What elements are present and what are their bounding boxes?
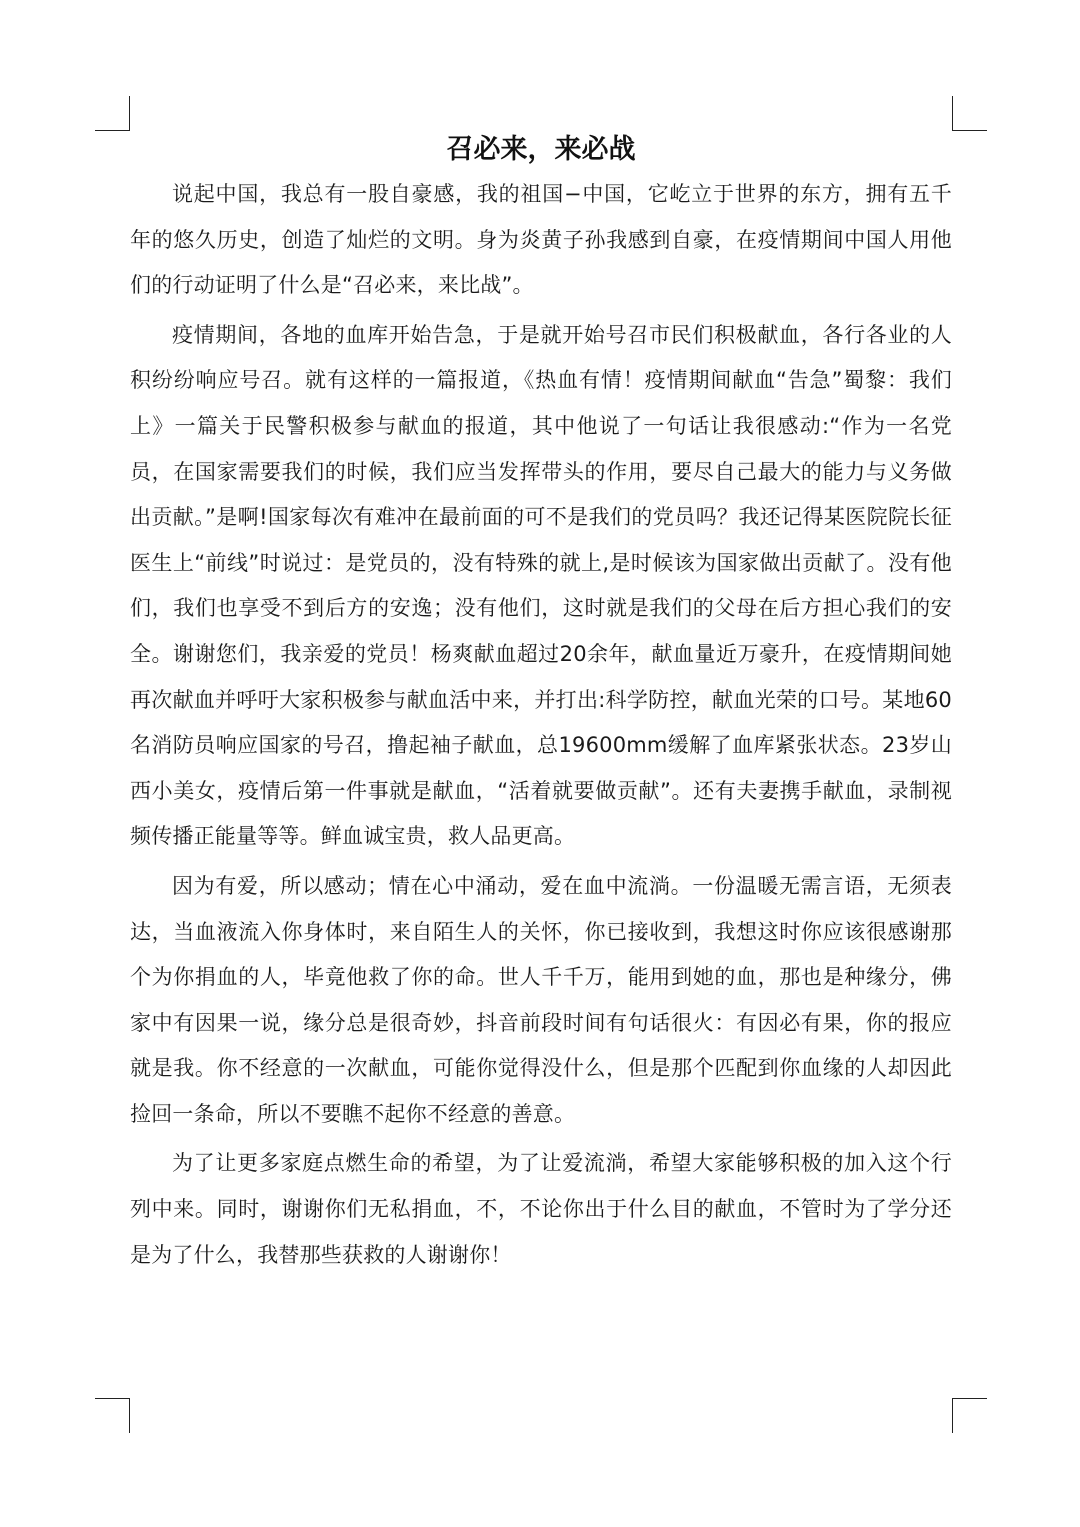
paragraph-1: 说起中国，我总有一股自豪感，我的祖国−中国，它屹立于世界的东方，拥有五千年的悠久历史，创造了灿烂的文明。身为炎黄子孙我感到自豪，在疫情期间中国人用他们的行动证明了什么是“召必来，来比战”。 [130,182,952,298]
paragraph-4: 为了让更多家庭点燃生命的希望，为了让爱流淌，希望大家能够积极的加入这个行列中来。同时，谢谢你们无私捐血，不，不论你出于什么目的献血，不管时为了学分还是为了什么，我替那些获救的人谢谢你！ [130,1151,952,1267]
paragraph-3: 因为有爱，所以感动；情在心中涌动，爱在血中流淌。一份温暖无需言语，无须表达，当血液流入你身体时，来自陌生人的关怀，你已接收到，我想这时你应该很感谢那个为你捐血的人，毕竟他救了你的命。世人千千万，能用到她的血，那也是种缘分，佛家中有因果一说，缘分总是很奇妙，抖音前段时间有句话很火：有因必有果，你的报应就是我。你不经意的一次献血，可能你觉得没什么，但是那个匹配到你血缘的人却因此捡回一条命，所以不要瞧不起你不经意的善意。 [130,873,952,1126]
crop-mark-bottom-left [95,1398,130,1433]
crop-mark-top-right [952,96,987,131]
document-body [130,128,952,1282]
document-title: 召必来，来必战 [446,134,636,165]
paragraph-2: 疫情期间，各地的血库开始告急，于是就开始号召市民们积极献血，各行各业的人积纷纷响应号召。就有这样的一篇报道，《热血有情！疫情期间献血“告急”蜀黎：我们上》一篇关于民警积极参与献血的报道，其中他说了一句话让我很感动:“作为一名党员，在国家需要我们的时候，我们应当发挥带头的作用，要尽自己最大的能力与义务做出贡献。”是啊!国家每次有难冲在最前面的可不是我们的党员吗？我还记得某医院院长征医生上“前线”时说过：是党员的，没有特殊的就上,是时候该为国家做出贡献了。没有他们，我们也享受不到后方的安逸；没有他们，这时就是我们的父母在后方担心我们的安全。谢谢您们，我亲爱的党员！杨爽献血超过20余年，献血量近万豪升，在疫情期间她再次献血并呼吁大家积极参与献血活中来，并打出:科学防控，献血光荣的口号。某地60名消防员响应国家的号召，撸起袖子献血，总19600mm缓解了血库紧张状态。23岁山西小美女，疫情后第一件事就是献血，“活着就要做贡献”。还有夫妻携手献血，录制视频传播正能量等等。鲜血诚宝贵，救人品更高。 [130,322,952,849]
crop-mark-bottom-right [952,1398,987,1433]
crop-mark-top-left [95,96,130,131]
